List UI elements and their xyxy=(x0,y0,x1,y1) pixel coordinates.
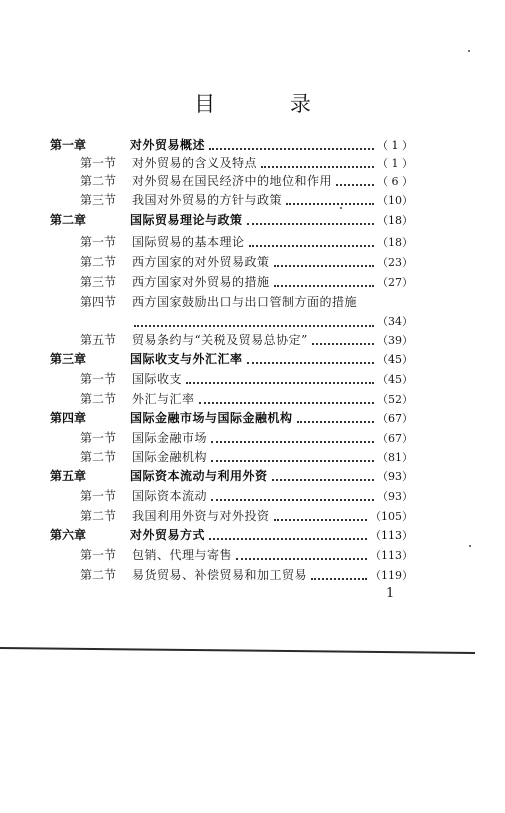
toc-dot-leader xyxy=(249,244,374,247)
toc-page-number: （39） xyxy=(377,334,413,347)
toc-dot-leader xyxy=(236,557,367,560)
toc-page-number: （18） xyxy=(377,214,413,227)
toc-page-number: （27） xyxy=(377,276,413,289)
toc-entry-number: 第二节 xyxy=(80,509,117,523)
toc-entry-title: 对外贸易的含义及特点 xyxy=(132,156,258,170)
toc-chapter-row[interactable] xyxy=(50,350,413,368)
toc-chapter-row[interactable] xyxy=(50,136,413,154)
toc-entry-title: 贸易条约与“关税及贸易总协定” xyxy=(132,333,308,347)
toc-section-row[interactable] xyxy=(80,390,413,408)
toc-entry-number: 第三节 xyxy=(80,193,117,207)
page-number: 1 xyxy=(386,586,395,601)
toc-page-number: （105） xyxy=(370,510,413,523)
toc-dot-leader xyxy=(186,381,374,384)
toc-entry-title: 对外贸易在国民经济中的地位和作用 xyxy=(132,174,333,188)
toc-chapter-row[interactable] xyxy=(50,526,413,544)
toc-section-row[interactable] xyxy=(80,507,413,525)
toc-entry-number: 第二节 xyxy=(80,174,117,188)
toc-dot-leader xyxy=(286,202,374,205)
toc-dot-leader xyxy=(211,498,374,501)
toc-page-number: （18） xyxy=(377,236,413,249)
toc-section-row[interactable] xyxy=(80,191,413,209)
toc-section-row[interactable] xyxy=(80,566,413,584)
page-title: 目 录 xyxy=(194,92,345,116)
toc-entry-number: 第五章 xyxy=(50,469,87,483)
toc-section-row[interactable] xyxy=(80,154,413,172)
toc-section-row[interactable] xyxy=(80,487,413,505)
toc-dot-leader xyxy=(312,342,374,345)
toc-entry-title: 外汇与汇率 xyxy=(132,392,195,406)
toc-entry-number: 第四章 xyxy=(50,411,87,425)
toc-page-number: （ 6 ） xyxy=(377,175,413,188)
toc-entry-number: 第三章 xyxy=(50,352,87,366)
toc-dot-leader xyxy=(211,440,374,443)
toc-section-row[interactable] xyxy=(80,331,413,349)
toc-dot-leader xyxy=(261,165,374,168)
toc-entry-title: 国际金融市场 xyxy=(132,431,208,445)
toc-entry-title: 国际资本流动与利用外资 xyxy=(130,469,268,483)
toc-dot-leader xyxy=(247,222,374,225)
toc-section-row[interactable] xyxy=(80,293,413,311)
toc-entry-title: 对外贸易概述 xyxy=(130,138,206,152)
toc-entry-number: 第一节 xyxy=(80,372,117,386)
toc-entry-title: 国际贸易的基本理论 xyxy=(132,235,245,249)
toc-entry-number: 第六章 xyxy=(50,528,87,542)
print-speck xyxy=(468,50,470,52)
toc-entry-number: 第三节 xyxy=(80,275,117,289)
toc-dot-leader xyxy=(274,518,367,521)
toc-page-number: （67） xyxy=(377,432,413,445)
toc-page-number: （23） xyxy=(377,256,413,269)
toc-dot-leader xyxy=(134,324,374,327)
toc-page-number: （34） xyxy=(377,315,413,328)
toc-entry-number: 第四节 xyxy=(80,295,117,309)
toc-entry-title: 西方国家鼓励出口与出口管制方面的措施 xyxy=(132,295,358,309)
toc-entry-number: 第五节 xyxy=(80,333,117,347)
toc-section-row[interactable] xyxy=(80,546,413,564)
toc-dot-leader xyxy=(247,361,374,364)
toc-chapter-row[interactable] xyxy=(50,409,413,427)
toc-entry-number: 第一节 xyxy=(80,156,117,170)
toc-dot-leader xyxy=(211,459,374,462)
toc-entry-title: 我国利用外资与对外投资 xyxy=(132,509,270,523)
toc-entry-number: 第二节 xyxy=(80,568,117,582)
toc-entry-number: 第一节 xyxy=(80,431,117,445)
toc-section-row[interactable] xyxy=(80,273,413,291)
print-speck xyxy=(469,545,471,547)
toc-dot-leader xyxy=(274,264,374,267)
toc-dot-leader xyxy=(297,420,374,423)
toc-page-number: （10） xyxy=(377,194,413,207)
toc-section-row[interactable] xyxy=(80,172,413,190)
toc-entry-number: 第二节 xyxy=(80,392,117,406)
toc-section-row[interactable] xyxy=(80,448,413,466)
toc-entry-number: 第二章 xyxy=(50,213,87,227)
toc-entry-title: 西方国家的对外贸易政策 xyxy=(132,255,270,269)
toc-page-number: （81） xyxy=(377,451,413,464)
toc-continuation-row[interactable] xyxy=(130,313,413,331)
toc-page-number: （113） xyxy=(370,549,413,562)
toc-section-row[interactable] xyxy=(80,370,413,388)
toc-entry-title: 国际收支 xyxy=(132,372,183,386)
toc-entry-title: 西方国家对外贸易的措施 xyxy=(132,275,270,289)
toc-page-number: （93） xyxy=(377,470,413,483)
toc-page-number: （45） xyxy=(377,353,413,366)
toc-chapter-row[interactable] xyxy=(50,467,413,485)
toc-section-row[interactable] xyxy=(80,429,413,447)
toc-section-row[interactable] xyxy=(80,253,413,271)
toc-entry-title: 我国对外贸易的方针与政策 xyxy=(132,193,283,207)
toc-entry-number: 第一节 xyxy=(80,235,117,249)
toc-page-number: （45） xyxy=(377,373,413,386)
toc-page-number: （119） xyxy=(370,569,413,582)
toc-entry-title: 国际贸易理论与政策 xyxy=(130,213,243,227)
toc-entry-title: 国际金融市场与国际金融机构 xyxy=(130,411,293,425)
toc-entry-title: 包销、代理与寄售 xyxy=(132,548,233,562)
toc-entry-number: 第一章 xyxy=(50,138,87,152)
toc-dot-leader xyxy=(199,401,374,404)
toc-page-number: （ 1 ） xyxy=(377,139,413,152)
toc-entry-title: 易货贸易、补偿贸易和加工贸易 xyxy=(132,568,308,582)
toc-page-number: （93） xyxy=(377,490,413,503)
print-speck xyxy=(340,207,342,209)
toc-dot-leader xyxy=(336,183,374,186)
toc-dot-leader xyxy=(274,284,374,287)
toc-dot-leader xyxy=(209,537,367,540)
toc-entry-title: 国际金融机构 xyxy=(132,450,208,464)
toc-dot-leader xyxy=(311,577,367,580)
toc-chapter-row[interactable] xyxy=(50,211,413,229)
toc-entry-title: 国际收支与外汇汇率 xyxy=(130,352,243,366)
toc-entry-number: 第一节 xyxy=(80,489,117,503)
toc-entry-number: 第二节 xyxy=(80,255,117,269)
toc-entry-title: 对外贸易方式 xyxy=(130,528,206,542)
toc-dot-leader xyxy=(272,478,374,481)
toc-entry-number: 第二节 xyxy=(80,450,117,464)
toc-dot-leader xyxy=(209,147,374,150)
toc-page-number: （52） xyxy=(377,393,413,406)
toc-entry-number: 第一节 xyxy=(80,548,117,562)
toc-page-number: （113） xyxy=(370,529,413,542)
toc-page-number: （ 1 ） xyxy=(377,157,413,170)
toc-entry-title: 国际资本流动 xyxy=(132,489,208,503)
bottom-rule xyxy=(0,647,475,654)
toc-section-row[interactable] xyxy=(80,233,413,251)
toc-page-number: （67） xyxy=(377,412,413,425)
